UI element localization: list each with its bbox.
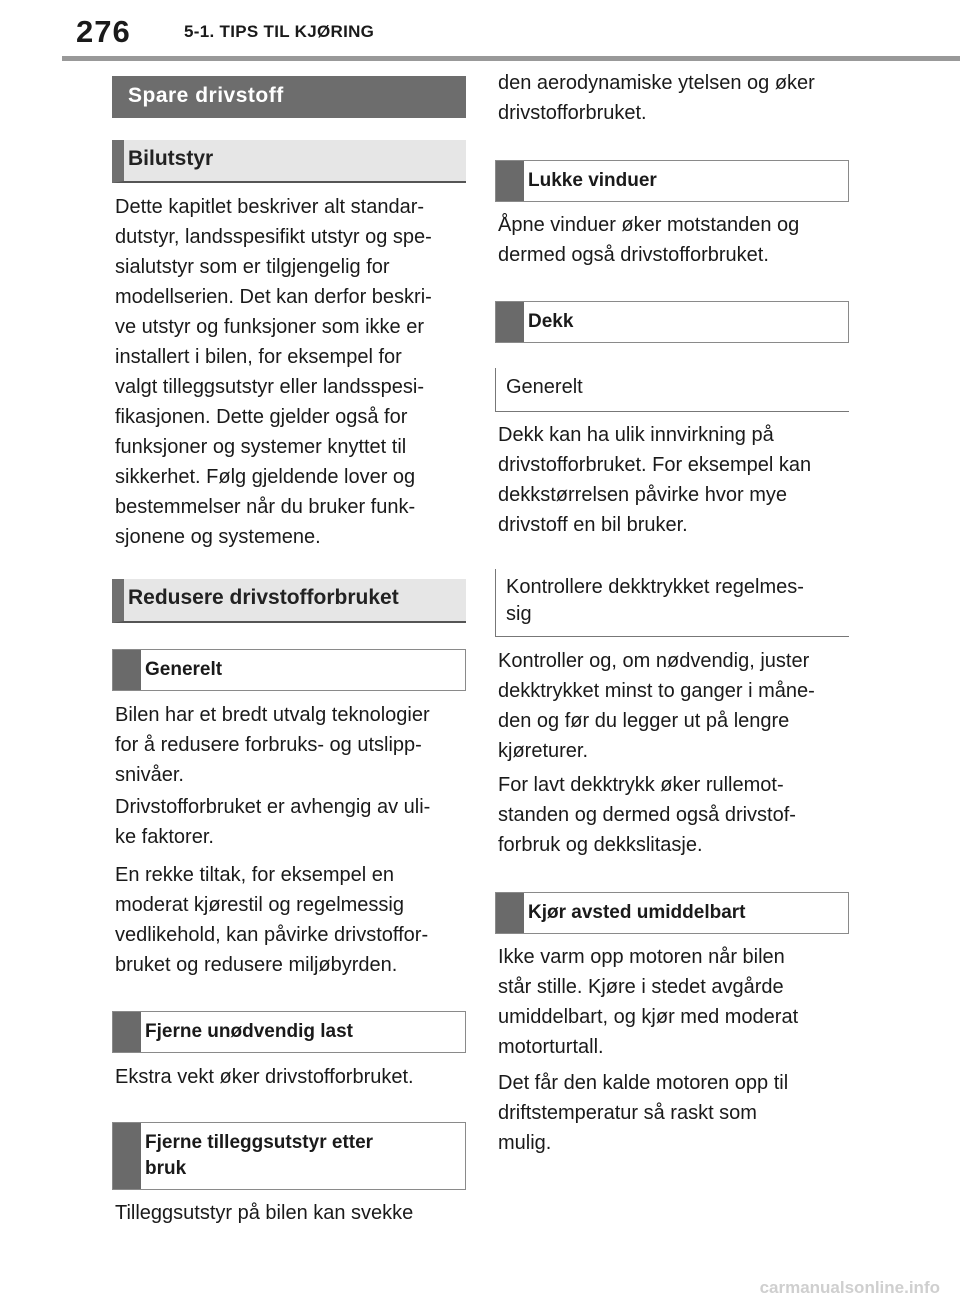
heading-kjor-avsted-label: Kjør avsted umiddelbart — [528, 902, 746, 923]
paragraph-kjor-1: Ikke varm opp motoren når bilen står stille. Kjøre i stedet avgårde umiddelbart, og kjør med moderat motorturtall. — [498, 946, 799, 1058]
page-number: 276 — [76, 14, 131, 49]
heading-redusere: Redusere drivstofforbruket — [112, 579, 466, 623]
heading-dekk — [495, 301, 849, 343]
heading-tilleggsutstyr — [112, 1122, 466, 1190]
heading-last — [112, 1011, 466, 1053]
heading-generelt-label: Generelt — [145, 659, 223, 680]
paragraph-tilleggsutstyr: Tilleggsutstyr på bilen kan svekke — [115, 1202, 414, 1224]
paragraph-tilleggsutstyr-cont: den aerodynamiske ytelsen og øker drivstofforbruket. — [498, 72, 815, 124]
paragraph-generelt-1: Bilen har et bredt utvalg teknologier for å redusere forbruks- og utslipp- snivåer. — [115, 704, 430, 786]
heading-dekk-label: Dekk — [528, 311, 574, 332]
heading-bilutstyr: Bilutstyr — [112, 140, 466, 183]
heading-kjor-avsted — [495, 892, 849, 934]
heading-generelt — [112, 649, 466, 691]
subheading-dekktrykk: Kontrollere dekktrykket regelmes- sig — [495, 569, 849, 637]
paragraph-dekk-2: Kontroller og, om nødvendig, juster dekktrykket minst to ganger i måne- den og før du legger ut på lengre kjøreturer. — [498, 650, 815, 762]
paragraph-generelt-3: En rekke tiltak, for eksempel en moderat kjørestil og regelmessig vedlikehold, kan påvirke drivstoffor- bruket og redusere miljøbyrden. — [115, 864, 429, 976]
section-title: 5-1. TIPS TIL KJØRING — [184, 22, 375, 41]
paragraph-kjor-2: Det får den kalde motoren opp til driftstemperatur så raskt som mulig. — [498, 1072, 789, 1154]
paragraph-dekk-1: Dekk kan ha ulik innvirkning på drivstofforbruket. For eksempel kan dekkstørrelsen påvirke hvor mye drivstoff en bil bruker. — [498, 424, 812, 536]
paragraph-last: Ekstra vekt øker drivstofforbruket. — [115, 1066, 414, 1088]
heading-vinduer — [495, 160, 849, 202]
subheading-dekk-generelt: Generelt — [495, 368, 849, 412]
paragraph-vinduer: Åpne vinduer øker motstanden og dermed også drivstofforbruket. — [498, 214, 800, 266]
header-rule — [62, 56, 960, 61]
chapter-title: Spare drivstoff — [112, 76, 466, 118]
heading-last-label: Fjerne unødvendig last — [145, 1021, 353, 1042]
heading-tilleggsutstyr-label: Fjerne tilleggsutstyr etter bruk — [145, 1132, 374, 1179]
paragraph-generelt-2: Drivstofforbruket er avhengig av uli- ke faktorer. — [115, 796, 431, 848]
paragraph-bilutstyr: Dette kapitlet beskriver alt standar- dutstyr, landsspesifikt utstyr og spe- sialutstyr som er tilgjengelig for modellserien. Det kan derfor beskri- ve utstyr og funksjoner som ikke er installert i bilen, for eksempel for valgt tilleggsutstyr eller landsspesi- fikasjonen. Dette gjelder også for funksjoner og systemer knyttet til sikkerhet. Følg gjeldende lover og bestemmelser når du bruker funk- sjonene og systemene. — [115, 196, 432, 548]
heading-vinduer-label: Lukke vinduer — [528, 170, 657, 191]
paragraph-dekk-3: For lavt dekktrykk øker rullemot- standen og dermed også drivstof- forbruk og dekkslitasje. — [498, 774, 796, 856]
footer-watermark: carmanualsonline.info — [759, 1278, 940, 1297]
